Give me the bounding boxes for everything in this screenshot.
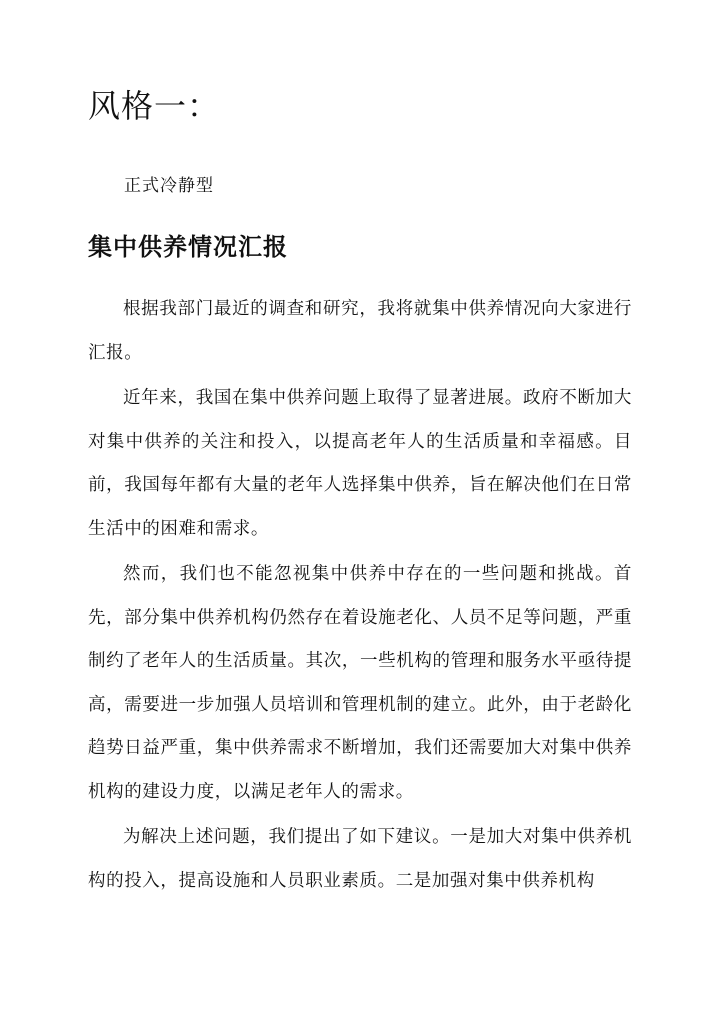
paragraph-problems: 然而，我们也不能忽视集中供养中存在的一些问题和挑战。首先，部分集中供养机构仍然存在着设施老化、人员不足等问题，严重制约了老年人的生活质量。其次，一些机构的管理和服务水平亟待提高，需要进一步加强人员培训和管理机制的建立。此外，由于老龄化趋势日益严重，集中供养需求不断增加，我们还需要加大对集中供养机构的建设力度，以满足老年人的需求。 <box>88 564 632 802</box>
paragraph-progress: 近年来，我国在集中供养问题上取得了显著进展。政府不断加大对集中供养的关注和投入，以提高老年人的生活质量和幸福感。目前，我国每年都有大量的老年人选择集中供养，旨在解决他们在日常生活中的困难和需求。 <box>88 388 632 539</box>
paragraph-intro: 根据我部门最近的调查和研究，我将就集中供养情况向大家进行汇报。 <box>88 299 632 363</box>
paragraph-suggestions: 为解决上述问题，我们提出了如下建议。一是加大对集中供养机构的投入，提高设施和人员职业素质。二是加强对集中供养机构 <box>88 827 632 891</box>
style-heading: 风格一： <box>88 87 221 125</box>
document-body <box>88 288 632 905</box>
document-title: 集中供养情况汇报 <box>88 232 288 261</box>
style-name: 正式冷静型 <box>124 176 214 196</box>
